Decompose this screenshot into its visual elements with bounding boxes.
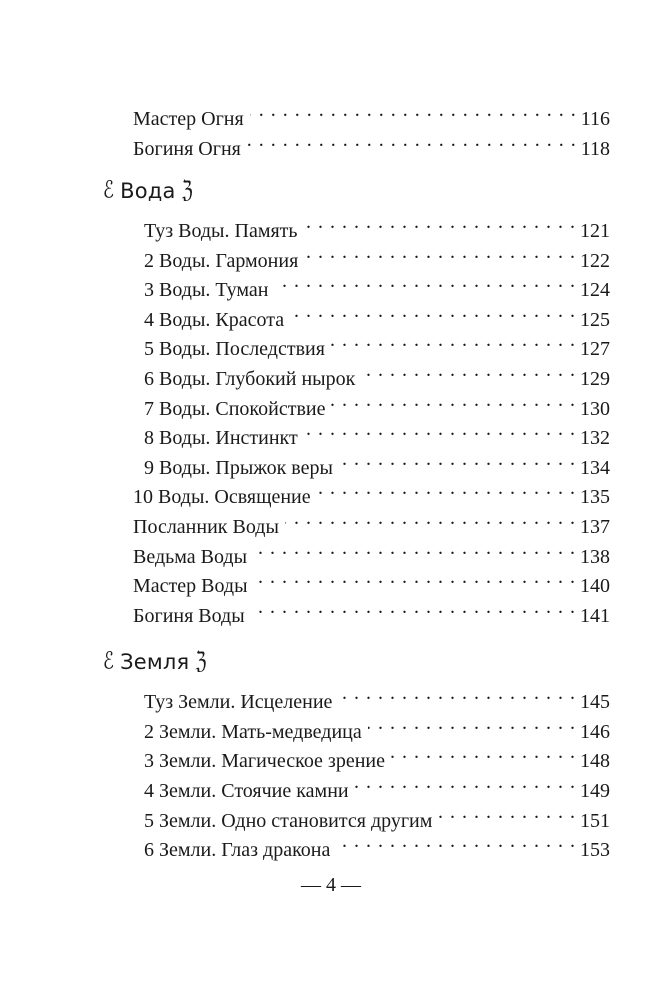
- toc-entry-page: 134: [580, 457, 610, 479]
- toc-entry[interactable]: [144, 266, 610, 301]
- dot-leader: [247, 125, 577, 155]
- toc-entry[interactable]: [144, 355, 610, 390]
- toc-entry[interactable]: [144, 414, 610, 449]
- dot-leader: [438, 797, 576, 827]
- toc-entry[interactable]: [144, 708, 610, 743]
- toc-entry-page: 145: [580, 691, 610, 713]
- toc-entry-title: 10 Воды. Освящение: [133, 486, 311, 508]
- toc-entry-title: 5 Земли. Одно становится другим: [144, 810, 433, 832]
- dot-leader: [355, 767, 576, 797]
- dot-leader: [304, 237, 576, 267]
- section-heading-earth: [103, 647, 207, 677]
- toc-entry-page: 132: [580, 427, 610, 449]
- toc-entry-page: 149: [580, 780, 610, 802]
- toc-entry-page: 124: [580, 279, 610, 301]
- ornament-left-icon: ℰ: [103, 176, 115, 204]
- dot-leader: [253, 533, 576, 563]
- toc-entry-page: 121: [580, 220, 610, 242]
- dot-leader: [336, 826, 576, 856]
- ornament-right-icon: ℨ: [181, 176, 193, 204]
- toc-entry[interactable]: [144, 826, 610, 861]
- toc-entry-title: 3 Земли. Магическое зрение: [144, 750, 385, 772]
- toc-entry-page: 140: [580, 575, 610, 597]
- toc-entry-title: 4 Воды. Красота: [144, 309, 285, 331]
- toc-entry-title: 5 Воды. Последствия: [144, 338, 325, 360]
- toc-entry-title: Ведьма Воды: [133, 546, 248, 568]
- dot-leader: [317, 473, 576, 503]
- toc-entry[interactable]: [144, 325, 610, 360]
- section-heading-label: Вода: [120, 179, 176, 203]
- page-number: — 4 —: [301, 874, 361, 896]
- toc-entry-title: 2 Земли. Мать-медведица: [144, 721, 362, 743]
- toc-entry-page: 138: [580, 546, 610, 568]
- toc-entry[interactable]: [144, 385, 610, 420]
- dot-leader: [290, 296, 576, 326]
- toc-entry[interactable]: [133, 562, 610, 597]
- toc-entry-title: Мастер Огня: [133, 108, 244, 130]
- toc-entry-page: 141: [580, 605, 610, 627]
- section-heading-water: [103, 176, 193, 206]
- toc-entry-title: 6 Воды. Глубокий нырок: [144, 368, 356, 390]
- dot-leader: [361, 355, 576, 385]
- toc-entry-page: 146: [580, 721, 610, 743]
- dot-leader: [251, 592, 576, 622]
- dot-leader: [331, 325, 576, 355]
- toc-entry-page: 118: [580, 138, 610, 160]
- toc-entry[interactable]: [133, 503, 610, 538]
- toc-entry-title: Туз Воды. Память: [144, 220, 298, 242]
- toc-entry-page: 137: [580, 516, 610, 538]
- toc-entry[interactable]: [144, 296, 610, 331]
- toc-entry-fire-goddess[interactable]: [133, 125, 610, 160]
- toc-entry-title: 7 Воды. Спокойствие: [144, 398, 326, 420]
- toc-entry-page: 148: [580, 750, 610, 772]
- section-heading-label: Земля: [120, 650, 190, 674]
- toc-entry[interactable]: [144, 678, 610, 713]
- dot-leader: [368, 708, 576, 738]
- dot-leader: [391, 737, 576, 767]
- dot-leader: [254, 562, 576, 592]
- toc-entry-page: 116: [580, 108, 610, 130]
- toc-entry-title: 6 Земли. Глаз дракона: [144, 839, 331, 861]
- toc-entry[interactable]: [133, 592, 610, 627]
- toc-entry-title: 8 Воды. Инстинкт: [144, 427, 298, 449]
- toc-entry-title: 3 Воды. Туман: [144, 279, 269, 301]
- dot-leader: [304, 207, 576, 237]
- toc-entry-page: 135: [580, 486, 610, 508]
- dot-leader: [274, 266, 576, 296]
- toc-entry-page: 125: [580, 309, 610, 331]
- toc-entry[interactable]: [144, 797, 610, 832]
- toc-entry-page: 129: [580, 368, 610, 390]
- toc-entry-title: 2 Воды. Гармония: [144, 250, 299, 272]
- dot-leader: [339, 444, 576, 474]
- toc-entry-title: Мастер Воды: [133, 575, 248, 597]
- ornament-right-icon: ℨ: [195, 647, 207, 675]
- toc-entry-fire-master[interactable]: [133, 95, 610, 130]
- toc-entry[interactable]: [144, 767, 610, 802]
- dot-leader: [304, 414, 576, 444]
- dot-leader: [250, 95, 577, 125]
- toc-entry-page: 151: [580, 810, 610, 832]
- dot-leader: [285, 503, 576, 533]
- toc-entry-title: 4 Земли. Стоячие камни: [144, 780, 349, 802]
- toc-entry-title: Богиня Огня: [133, 138, 241, 160]
- toc-entry-title: Посланник Воды: [133, 516, 279, 538]
- toc-entry-page: 122: [580, 250, 610, 272]
- toc-entry[interactable]: [133, 533, 610, 568]
- toc-entry-title: Туз Земли. Исцеление: [144, 691, 333, 713]
- toc-entry-page: 130: [580, 398, 610, 420]
- ornament-left-icon: ℰ: [103, 647, 115, 675]
- toc-entry[interactable]: [133, 473, 610, 508]
- toc-entry[interactable]: [144, 444, 610, 479]
- toc-entry[interactable]: [144, 737, 610, 772]
- dot-leader: [331, 385, 576, 415]
- toc-entry[interactable]: [144, 207, 610, 242]
- toc-entry[interactable]: [144, 237, 610, 272]
- toc-entry-title: Богиня Воды: [133, 605, 245, 627]
- toc-entry-title: 9 Воды. Прыжок веры: [144, 457, 333, 479]
- toc-entry-page: 153: [580, 839, 610, 861]
- dot-leader: [338, 678, 576, 708]
- toc-entry-page: 127: [580, 338, 610, 360]
